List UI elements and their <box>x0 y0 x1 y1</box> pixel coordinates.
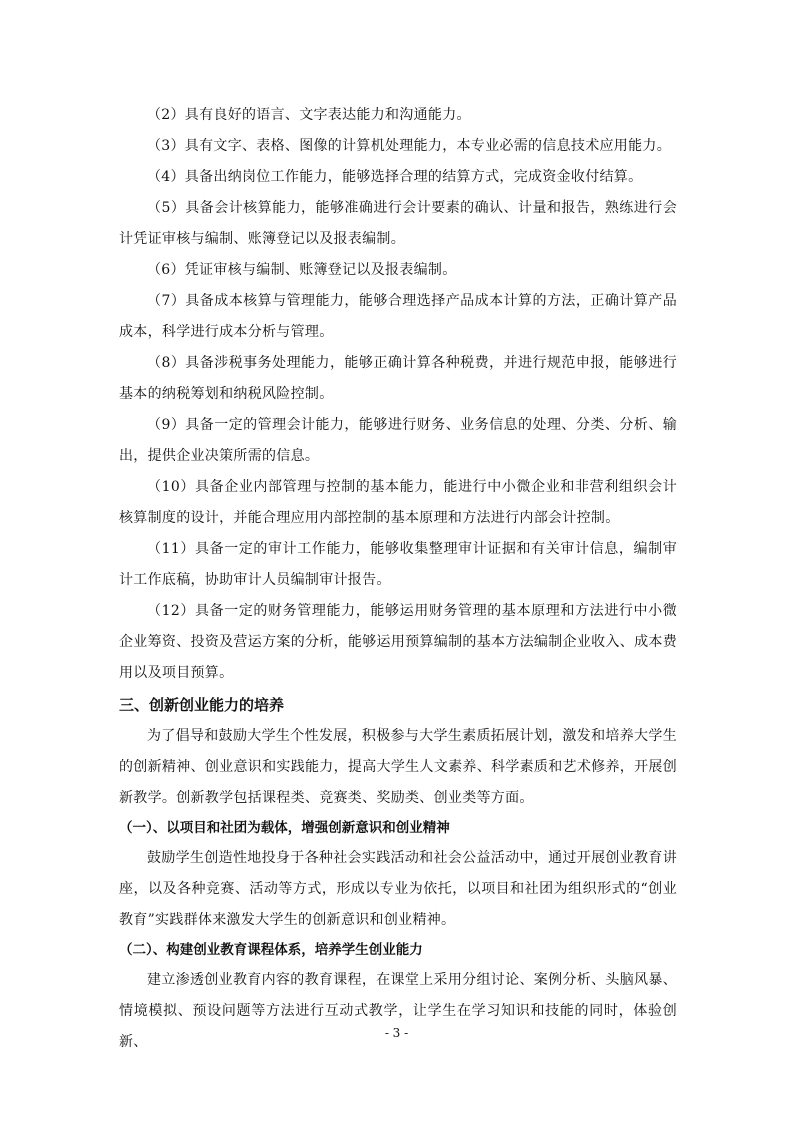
page-number: - 3 - <box>384 1026 409 1040</box>
ability-item-4: （4）具备出纳岗位工作能力，能够选择合理的结算方式，完成资金收付结算。 <box>147 169 643 185</box>
subsection-heading-1: （一）、以项目和社团为载体，增强创新意识和创业精神 <box>119 820 450 836</box>
ability-item-3: （3）具有文字、表格、图像的计算机处理能力，本专业必需的信息技术应用能力。 <box>147 138 672 154</box>
subsection-text-1: 鼓励学生创造性地投身于各种社会实践活动和社会公益活动中，通过开展创业教育讲座，以及各种竞赛、活动等方式，形成以专业为依托，以项目和社团为组织形式的“创业教育”实践群体来激发大学生的创新意识和创业精神。 <box>119 850 677 928</box>
subsection-text-2: 建立渗透创业教育内容的教育课程，在课堂上采用分组讨论、案例分析、头脑风暴、情境模拟、预设问题等方法进行互动式教学，让学生在学习知识和技能的同时，体验创新、 <box>119 972 677 1050</box>
page-content <box>119 100 677 1058</box>
ability-item-2: （2）具有良好的语言、文字表达能力和沟通能力。 <box>147 107 471 123</box>
ability-item-11: （11）具备一定的审计工作能力，能够收集整理审计证据和有关审计信息，编制审计工作底稿，协助审计人员编制审计报告。 <box>119 541 677 588</box>
ability-item-9: （9）具备一定的管理会计能力，能够进行财务、业务信息的处理、分类、分析、输出，提供企业决策所需的信息。 <box>119 417 677 464</box>
ability-item-7: （7）具备成本核算与管理能力，能够合理选择产品成本计算的方法，正确计算产品成本，科学进行成本分析与管理。 <box>119 293 677 340</box>
section-heading: 三、创新创业能力的培养 <box>119 696 285 714</box>
ability-item-12: （12）具备一定的财务管理能力，能够运用财务管理的基本原理和方法进行中小微企业筹资、投资及营运方案的分析，能够运用预算编制的基本方法编制企业收入、成本费用以及项目预算。 <box>119 603 677 681</box>
section-intro: 为了倡导和鼓励大学生个性发展，积极参与大学生素质拓展计划，激发和培养大学生的创新精神、创业意识和实践能力，提高大学生人文素养、科学素质和艺术修养，开展创新教学。创新教学包括课程类、竞赛类、奖励类、创业类等方面。 <box>119 728 677 806</box>
subsection-heading-2: （二）、构建创业教育课程体系，培养学生创业能力 <box>119 942 423 958</box>
ability-item-5: （5）具备会计核算能力，能够准确进行会计要素的确认、计量和报告，熟练进行会计凭证审核与编制、账簿登记以及报表编制。 <box>119 200 677 247</box>
ability-item-10: （10）具备企业内部管理与控制的基本能力，能进行中小微企业和非营利组织会计核算制度的设计，并能合理应用内部控制的基本原理和方法进行内部会计控制。 <box>119 479 677 526</box>
ability-item-6: （6）凭证审核与编制、账簿登记以及报表编制。 <box>147 262 457 278</box>
ability-item-8: （8）具备涉税事务处理能力，能够正确计算各种税费，并进行规范申报，能够进行基本的纳税筹划和纳税风险控制。 <box>119 355 677 402</box>
